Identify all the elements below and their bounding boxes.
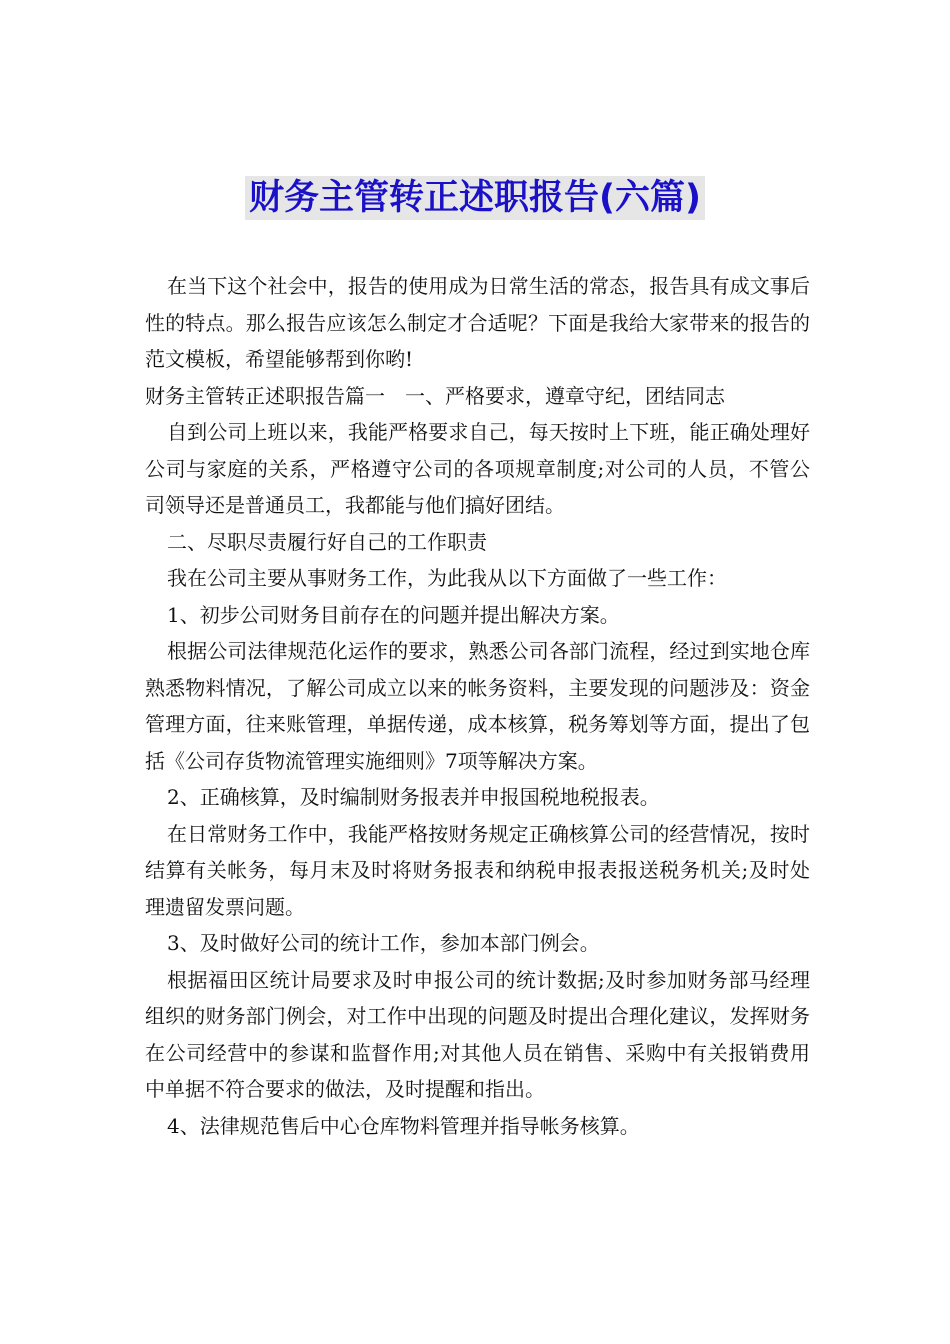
paragraph-item-3: 根据福田区统计局要求及时申报公司的统计数据;及时参加财务部马经理组织的财务部门例会，对工作中出现的问题及时提出合理化建议，发挥财务在公司经营中的参谋和监督作用;对其他人员在销售、采购中有关报销费用中单据不符合要求的做法，及时提醒和指出。 (145, 967, 810, 1101)
item-heading-4: 4、法律规范售后中心仓库物料管理并指导帐务核算。 (167, 1113, 640, 1138)
section-heading-1: 财务主管转正述职报告篇一 一、严格要求，遵章守纪，团结同志 (145, 383, 725, 408)
section-heading-2: 二、尽职尽责履行好自己的工作职责 (167, 529, 487, 554)
paragraph-discipline: 自到公司上班以来，我能严格要求自己，每天按时上下班，能正确处理好公司与家庭的关系，严格遵守公司的各项规章制度;对公司的人员，不管公司领导还是普通员工，我都能与他们搞好团结。 (145, 420, 810, 517)
intro-paragraph: 在当下这个社会中，报告的使用成为日常生活的常态，报告具有成文事后性的特点。那么报告应该怎么制定才合适呢？下面是我给大家带来的报告的范文模板，希望能够帮到你哟! (145, 274, 810, 371)
paragraph-item-2: 在日常财务工作中，我能严格按财务规定正确核算公司的经营情况，按时结算有关帐务，每月末及时将财务报表和纳税申报表报送税务机关;及时处理遗留发票问题。 (145, 821, 810, 919)
item-heading-2: 2、正确核算，及时编制财务报表并申报国税地税报表。 (167, 785, 660, 809)
item-heading-1: 1、初步公司财务目前存在的问题并提出解决方案。 (167, 602, 620, 627)
paragraph-item-1: 根据公司法律规范化运作的要求，熟悉公司各部门流程，经过到实地仓库熟悉物料情况，了解公司成立以来的帐务资料，主要发现的问题涉及：资金管理方面，往来账管理，单据传递，成本核算，税务筹划等方面，提出了包括《公司存货物流管理实施细则》7项等解决方案。 (145, 639, 810, 773)
document-title: 财务主管转正述职报告(六篇) (245, 176, 705, 220)
title-container (0, 176, 950, 220)
document-body (145, 268, 810, 1144)
item-heading-3: 3、及时做好公司的统计工作，参加本部门例会。 (167, 931, 600, 955)
paragraph-work-intro: 我在公司主要从事财务工作，为此我从以下方面做了一些工作： (167, 566, 727, 590)
